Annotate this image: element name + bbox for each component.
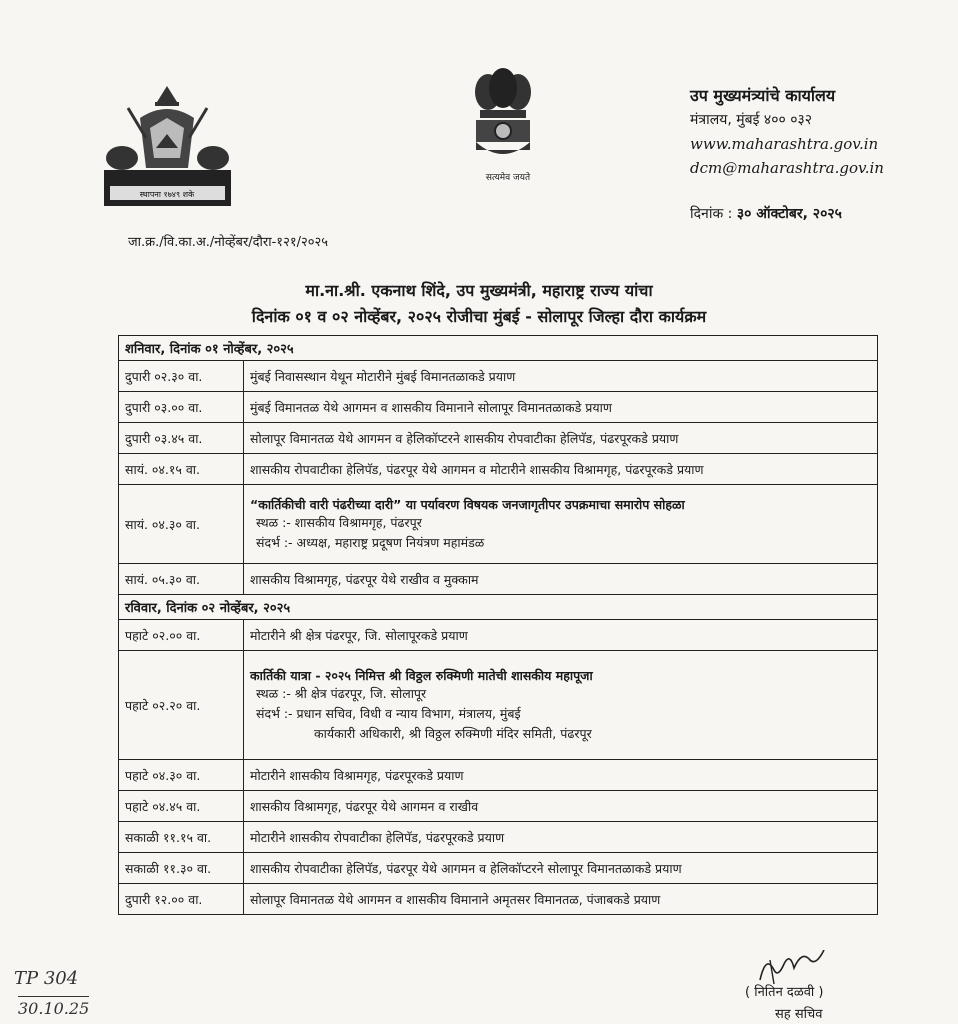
desc-cell: मोटारीने श्री क्षेत्र पंढरपूर, जि. सोलापूरकडे प्रयाण [244, 620, 878, 651]
event-venue: स्थळ :- शासकीय विश्रामगृह, पंढरपूर [256, 514, 422, 530]
date-label: दिनांक : [690, 206, 733, 222]
reference-number: जा.क्र./वि.का.अ./नोव्हेंबर/दौरा-१२१/२०२५ [128, 235, 329, 250]
desc-cell: शासकीय विश्रामगृह, पंढरपूर येथे आगमन व राखीव [244, 791, 878, 822]
heading-line-1: मा.ना.श्री. एकनाथ शिंदे, उप मुख्यमंत्री, महाराष्ट्र राज्य यांचा [305, 281, 653, 300]
time-cell: सायं. ०४.१५ वा. [119, 454, 244, 485]
day1-title: शनिवार, दिनांक ०१ नोव्हेंबर, २०२५ [119, 336, 878, 361]
desc-cell: मुंबई निवासस्थान येथून मोटारीने मुंबई विमानतळाकडे प्रयाण [244, 361, 878, 392]
day-header-row [119, 595, 878, 620]
time-cell: दुपारी ०३.४५ वा. [119, 423, 244, 454]
desc-cell: मोटारीने शासकीय विश्रामगृह, पंढरपूरकडे प्रयाण [244, 760, 878, 791]
day2-title: रविवार, दिनांक ०२ नोव्हेंबर, २०२५ [119, 595, 878, 620]
event-reference-2: कार्यकारी अधिकारी, श्री विठ्ठल रुक्मिणी मंदिर समिती, पंढरपूर [314, 725, 592, 741]
time-cell: सायं. ०५.३० वा. [119, 564, 244, 595]
table-row [119, 760, 878, 791]
day-header-row [119, 336, 878, 361]
event-cell [244, 651, 878, 760]
desc-cell: सोलापूर विमानतळ येथे आगमन व हेलिकॉप्टरने शासकीय रोपवाटीका हेलिपॅड, पंढरपूरकडे प्रयाण [244, 423, 878, 454]
table-row [119, 423, 878, 454]
desc-cell: शासकीय विश्रामगृह, पंढरपूर येथे राखीव व मुक्काम [244, 564, 878, 595]
event-reference: संदर्भ :- अध्यक्ष, महाराष्ट्र प्रदूषण नियंत्रण महामंडळ [256, 534, 485, 550]
letter-date [690, 204, 842, 223]
office-header [690, 84, 884, 180]
time-cell: सकाळी ११.३० वा. [119, 853, 244, 884]
table-row [119, 620, 878, 651]
time-cell: सकाळी ११.१५ वा. [119, 822, 244, 853]
maharashtra-emblem [100, 78, 235, 213]
time-cell: पहाटे ०२.२० वा. [119, 651, 244, 760]
table-row-event [119, 651, 878, 760]
desc-cell: शासकीय रोपवाटीका हेलिपॅड, पंढरपूर येथे आगमन व मोटारीने शासकीय विश्रामगृह, पंढरपूरकडे प्रयाण [244, 454, 878, 485]
event-cell [244, 485, 878, 564]
handwritten-date: 30.10.25 [18, 996, 89, 1018]
table-row [119, 454, 878, 485]
office-email[interactable]: dcm@maharashtra.gov.in [690, 159, 884, 177]
office-website[interactable]: www.maharashtra.gov.in [690, 135, 879, 153]
emblem-caption: स्थापना १७४९ शके [139, 190, 195, 199]
table-row [119, 791, 878, 822]
table-row [119, 822, 878, 853]
event-title-rest: या पर्यावरण विषयक जनजागृतीपर उपक्रमाचा समारोप सोहळा [401, 496, 685, 512]
signatory-designation: सह सचिव [775, 1007, 823, 1022]
signature-scribble [740, 950, 880, 986]
desc-cell: शासकीय रोपवाटीका हेलिपॅड, पंढरपूर येथे आगमन व हेलिकॉप्टरने सोलापूर विमानतळाकडे प्रयाण [244, 853, 878, 884]
table-row [119, 392, 878, 423]
table-row [119, 853, 878, 884]
time-cell: दुपारी ०३.०० वा. [119, 392, 244, 423]
emblem-motto: सत्यमेव जयते [485, 173, 531, 183]
date-value: ३० ऑक्टोबर, २०२५ [736, 206, 842, 222]
event-title [250, 496, 871, 513]
event-venue: स्थळ :- श्री क्षेत्र पंढरपूर, जि. सोलापूर [256, 685, 427, 701]
table-row [119, 361, 878, 392]
office-address: मंत्रालय, मुंबई ४०० ०३२ [690, 112, 813, 128]
handwritten-note: TP 304 [14, 968, 79, 989]
table-row-event [119, 485, 878, 564]
ashoka-emblem [468, 66, 538, 176]
time-cell: पहाटे ०२.०० वा. [119, 620, 244, 651]
event-title: कार्तिकी यात्रा - २०२५ निमित्त श्री विठ्ठल रुक्मिणी मातेची शासकीय महापूजा [250, 667, 593, 683]
time-cell: दुपारी ०२.३० वा. [119, 361, 244, 392]
desc-cell: सोलापूर विमानतळ येथे आगमन व शासकीय विमानाने अमृतसर विमानतळ, पंजाबकडे प्रयाण [244, 884, 878, 915]
table-row [119, 884, 878, 915]
time-cell: दुपारी १२.०० वा. [119, 884, 244, 915]
desc-cell: मोटारीने शासकीय रोपवाटीका हेलिपॅड, पंढरपूरकडे प्रयाण [244, 822, 878, 853]
office-title: उप मुख्यमंत्र्यांचे कार्यालय [690, 86, 836, 105]
event-title-quote: “कार्तिकीची वारी पंढरीच्या दारी” [250, 496, 402, 512]
event-reference-1: संदर्भ :- प्रधान सचिव, विधी व न्याय विभाग, मंत्रालय, मुंबई [256, 705, 521, 721]
signatory-name: ( नितिन दळवी ) [745, 985, 824, 1000]
time-cell: सायं. ०४.३० वा. [119, 485, 244, 564]
time-cell: पहाटे ०४.३० वा. [119, 760, 244, 791]
schedule-table [118, 335, 878, 915]
time-cell: पहाटे ०४.४५ वा. [119, 791, 244, 822]
heading-line-2: दिनांक ०१ व ०२ नोव्हेंबर, २०२५ रोजीचा मुंबई - सोलापूर जिल्हा दौरा कार्यक्रम [251, 307, 707, 326]
table-row [119, 564, 878, 595]
desc-cell: मुंबई विमानतळ येथे आगमन व शासकीय विमानाने सोलापूर विमानतळाकडे प्रयाण [244, 392, 878, 423]
